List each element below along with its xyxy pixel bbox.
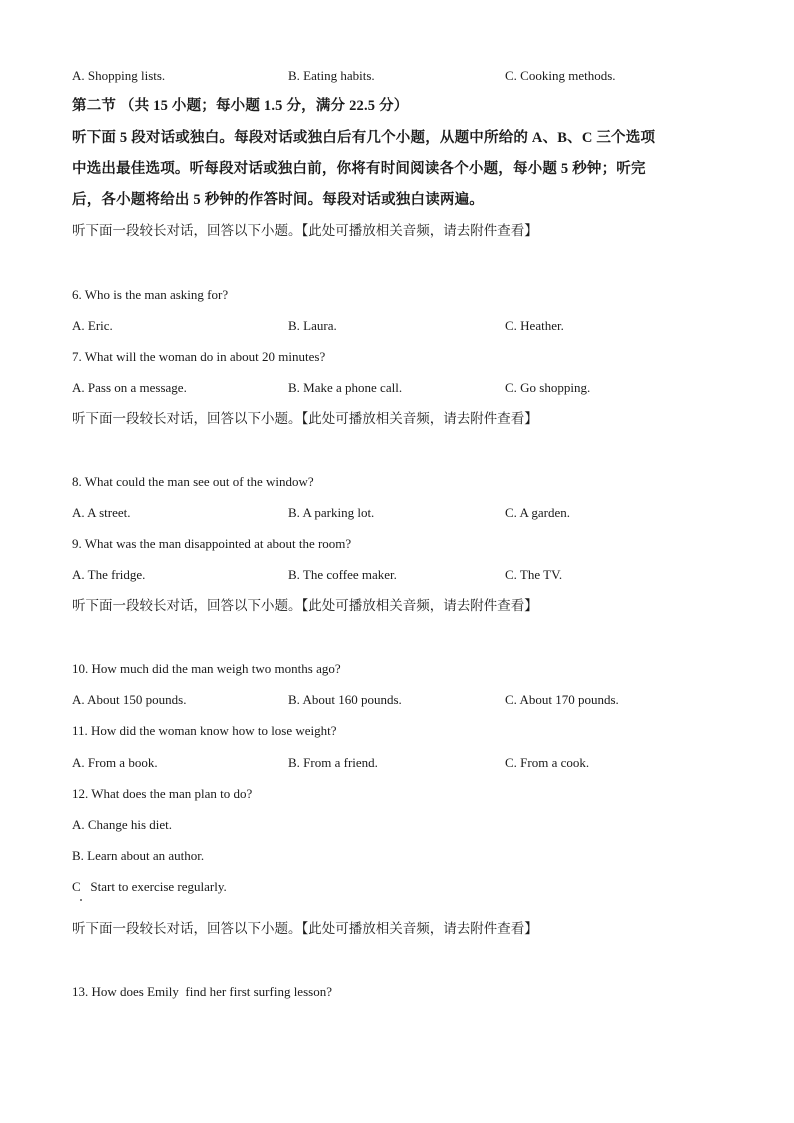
- q10-option-c: C. About 170 pounds.: [505, 692, 619, 707]
- q12-option-a: A. Change his diet.: [72, 817, 173, 832]
- q10-option-a: A. About 150 pounds.: [72, 692, 187, 707]
- q11-option-a: A. From a book.: [72, 755, 158, 770]
- q6-option-b: B. Laura.: [288, 318, 337, 333]
- listen-prompt: 听下面一段较长对话，回答以下小题。【此处可播放相关音频，请去附件查看】: [72, 223, 538, 238]
- q5-option-c: C. Cooking methods.: [505, 68, 616, 83]
- q12-question: 12. What does the man plan to do?: [72, 786, 253, 801]
- q10-question: 10. How much did the man weigh two months ago?: [72, 661, 341, 676]
- listen-prompt: 听下面一段较长对话，回答以下小题。【此处可播放相关音频，请去附件查看】: [72, 598, 538, 613]
- q10-option-b: B. About 160 pounds.: [288, 692, 402, 707]
- q9-question: 9. What was the man disappointed at about the room?: [72, 536, 352, 551]
- q7-option-b: B. Make a phone call.: [288, 380, 403, 395]
- q9-option-c: C. The TV.: [505, 567, 563, 582]
- q13-question: 13. How does Emily find her first surfing lesson?: [72, 984, 332, 999]
- q9-option-b: B. The coffee maker.: [288, 567, 397, 582]
- section2-instructions-line1: 听下面 5 段对话或独白。每段对话或独白后有几个小题，从题中所给的 A、B、C 三个选项: [72, 130, 656, 146]
- stray-dot: [80, 899, 82, 901]
- q5-option-a: A. Shopping lists.: [72, 68, 166, 83]
- q6-option-a: A. Eric.: [72, 318, 113, 333]
- section2-instructions-line2: 中选出最佳选项。听每段对话或独白前，你将有时间阅读各个小题，每小题 5 秒钟；听完: [72, 161, 646, 177]
- q11-option-b: B. From a friend.: [288, 755, 378, 770]
- section2-instructions-line3: 后，各小题将给出 5 秒钟的作答时间。每段对话或独白读两遍。: [72, 192, 484, 208]
- listen-prompt: 听下面一段较长对话，回答以下小题。【此处可播放相关音频，请去附件查看】: [72, 921, 538, 936]
- q6-option-c: C. Heather.: [505, 318, 564, 333]
- q7-option-c: C. Go shopping.: [505, 380, 591, 395]
- q12-option-b: B. Learn about an author.: [72, 848, 205, 863]
- q5-option-b: B. Eating habits.: [288, 68, 375, 83]
- q11-option-c: C. From a cook.: [505, 755, 590, 770]
- section2-title: 第二节 （共 15 小题；每小题 1.5 分，满分 22.5 分）: [72, 98, 409, 114]
- q7-option-a: A. Pass on a message.: [72, 380, 187, 395]
- q12-option-c: C Start to exercise regularly.: [72, 879, 227, 894]
- q7-question: 7. What will the woman do in about 20 minutes?: [72, 349, 326, 364]
- q6-question: 6. Who is the man asking for?: [72, 287, 229, 302]
- q9-option-a: A. The fridge.: [72, 567, 146, 582]
- q11-question: 11. How did the woman know how to lose weight?: [72, 723, 337, 738]
- listen-prompt: 听下面一段较长对话，回答以下小题。【此处可播放相关音频，请去附件查看】: [72, 411, 538, 426]
- q8-option-c: C. A garden.: [505, 505, 570, 520]
- q8-option-a: A. A street.: [72, 505, 131, 520]
- q8-question: 8. What could the man see out of the window?: [72, 474, 314, 489]
- q8-option-b: B. A parking lot.: [288, 505, 375, 520]
